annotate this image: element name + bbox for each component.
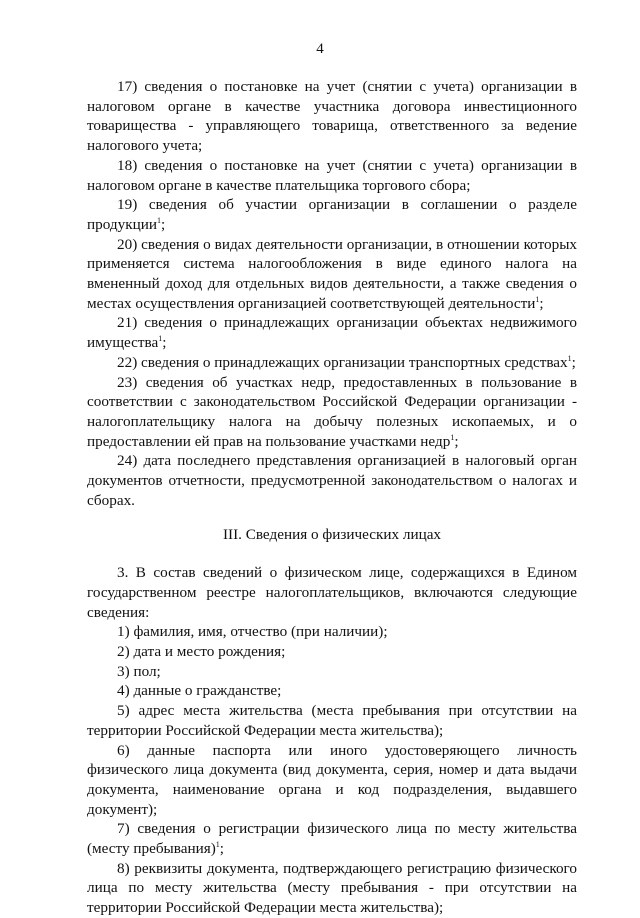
footnote-marker: 1 [158,334,163,344]
list-item-18: 18) сведения о постановке на учет (снятии с учета) организации в налоговом органе в качестве плательщика торгового сбора; [87,156,577,194]
footnote-marker: 1 [567,353,572,363]
field-item-7: 7) сведения о регистрации физического лица по месту жительства (месту пребывания)$^1$; [87,820,577,858]
footnote-marker: 1 [450,432,455,442]
field-item-3: 3) пол; [117,662,161,680]
footnote-marker: 1 [156,215,161,225]
section-title: III. Сведения о физических лицах [222,526,442,544]
list-item-24: 24) дата последнего представления организацией в налоговый орган документов отчетности, предусмотренной законодательством о налогах и сборах. [87,452,577,509]
field-item-6: 6) данные паспорта или иного удостоверяющего личность физического лица документа (вид документа, серия, номер и дата выдачи документа, наименование органа и код подразделения, выдавшего документ); [87,741,577,818]
footnote-marker: 1 [535,294,540,304]
list-item-23: 23) сведения об участках недр, предоставленных в пользование в соответствии с законодательством Российской Федерации организации - налогоплательщику налога на добычу полезных ископаемых, и о предоставлении ей прав на пользование участками недр$^1$; [87,373,577,450]
list-item-22: 22) сведения о принадлежащих организации транспортных средствах$^1$; [117,353,576,371]
field-item-2: 2) дата и место рождения; [117,642,286,660]
document-body [87,77,577,918]
list-item-20: 20) сведения о видах деятельности организации, в отношении которых применяется система налогообложения в виде единого налога на вмененный доход для отдельных видов деятельности, а также сведения о местах осуществления организацией соответствующей деятельности$^1$; [87,235,577,312]
page-number: 4 [316,41,324,57]
field-item-4: 4) данные о гражданстве; [117,682,282,700]
clause-3: 3. В состав сведений о физическом лице, содержащихся в Едином государственном реестре налогоплательщиков, включаются следующие сведения: [87,564,577,621]
field-item-8: 8) реквизиты документа, подтверждающего регистрацию физического лица по месту жительства (месту пребывания - при отсутствии на территории Российской Федерации места жительства); [87,859,577,917]
list-item-17: 17) сведения о постановке на учет (снятии с учета) организации в налоговом органе в качестве участника договора инвестиционного товарищества - управляющего товарища, ответственного за ведение налогового учета; [87,78,577,155]
footnote-marker: 1 [215,840,220,850]
field-item-1: 1) фамилия, имя, отчество (при наличии); [117,623,388,641]
list-item-21: 21) сведения о принадлежащих организации объектах недвижимого имущества$^1$; [87,314,577,352]
list-item-19: 19) сведения об участии организации в соглашении о разделе продукции$^1$; [87,196,577,233]
field-item-5: 5) адрес места жительства (места пребывания при отсутствии на территории Российской Федерации места жительства); [87,702,577,739]
